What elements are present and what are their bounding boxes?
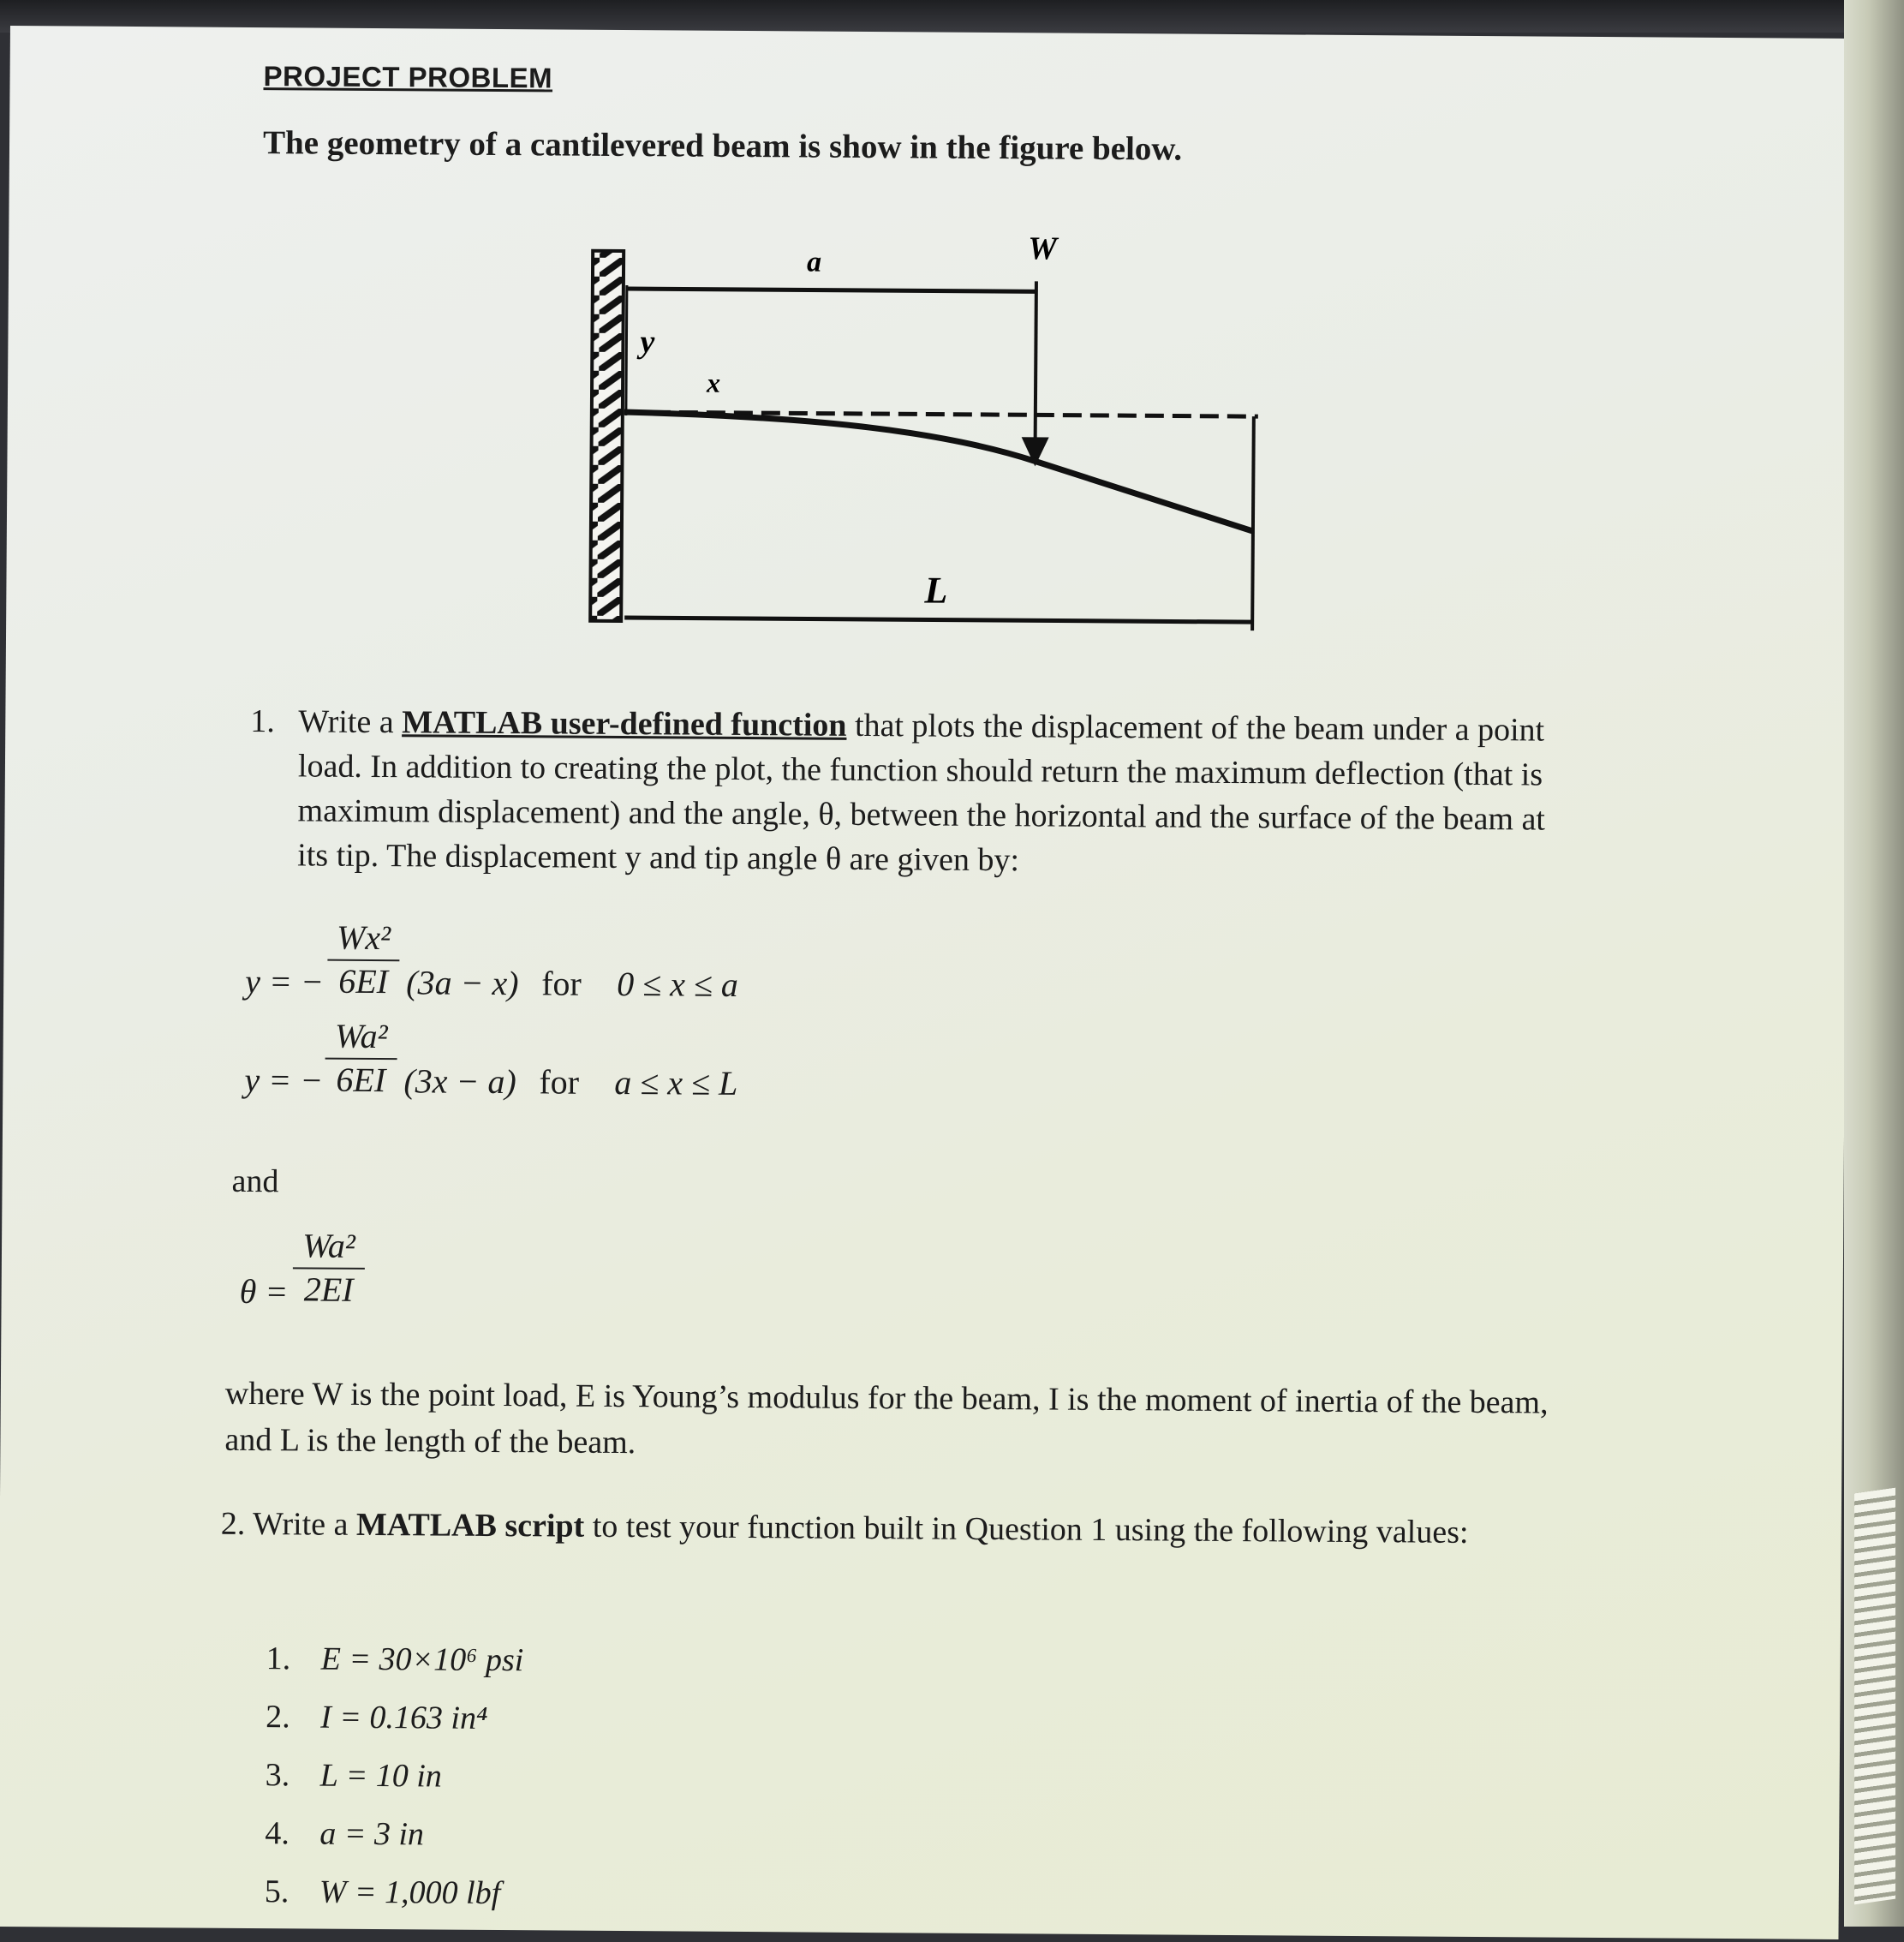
question1-number: 1. xyxy=(250,702,275,740)
eq2-denominator: 6EI xyxy=(325,1058,397,1101)
and-text: and xyxy=(231,1162,279,1200)
question1-text-end: that plots the displacement of the beam under a point load. In addition to creating the plot, the function should return the maximum deflection (that is maximum displacement) and the angle, θ, between the horizontal and the surface of the beam at its tip. The displacement y and tip angle θ are given by: xyxy=(297,707,1546,879)
eq3-lhs: θ = xyxy=(239,1271,289,1312)
cantilever-beam-figure xyxy=(571,201,1286,652)
load-arrow-line xyxy=(1035,281,1036,461)
question2-text-end: to test your function built in Question 1 using the following values: xyxy=(584,1508,1469,1551)
eq1-range: 0 ≤ x ≤ a xyxy=(617,964,739,1004)
label-a: a xyxy=(806,246,822,278)
list-item-text: a = 3 in xyxy=(319,1815,425,1853)
list-item-number: 3. xyxy=(265,1757,290,1794)
list-item-text: I = 0.163 in⁴ xyxy=(320,1699,488,1736)
list-item-number: 5. xyxy=(264,1873,289,1910)
page-heading: PROJECT PROBLEM xyxy=(263,60,553,94)
eq3-numerator: Wa² xyxy=(302,1226,356,1265)
monitor-bezel-right xyxy=(1844,0,1904,1927)
eq1-lhs: y = − xyxy=(245,961,325,1001)
label-x: x xyxy=(706,367,721,398)
list-item xyxy=(266,1698,523,1758)
intro-text: The geometry of a cantilevered beam is show in the figure below. xyxy=(262,124,1183,168)
label-l: L xyxy=(924,569,948,612)
list-item-text: W = 1,000 lbf xyxy=(319,1873,501,1912)
values-list xyxy=(264,1640,523,1933)
eq2-lhs: y = − xyxy=(244,1060,324,1100)
dimension-l-line xyxy=(624,618,1252,622)
list-item-number: 4. xyxy=(265,1815,289,1852)
label-w: W xyxy=(1028,230,1058,267)
list-item-text: E = 30×10⁶ psi xyxy=(320,1640,524,1679)
list-item xyxy=(264,1873,522,1933)
list-item-number: 1. xyxy=(266,1640,291,1677)
question2-bold: MATLAB script xyxy=(355,1506,585,1545)
y-axis-arrow xyxy=(626,285,627,415)
question2-text xyxy=(221,1501,1591,1557)
document-page xyxy=(0,26,1852,1939)
eq1-numerator: Wx² xyxy=(336,917,391,958)
eq1-factor: (3a − x) xyxy=(406,963,519,1003)
list-item xyxy=(265,1756,522,1816)
label-y: y xyxy=(640,324,655,361)
eq1-fraction xyxy=(327,917,400,1002)
deflected-beam-curve xyxy=(624,412,1254,531)
eq1-for: for xyxy=(541,964,582,1003)
list-item xyxy=(266,1640,523,1700)
question2-text-start: 2. Write a xyxy=(220,1505,357,1543)
eq2-factor: (3x − a) xyxy=(403,1061,516,1102)
fixed-wall-support xyxy=(590,251,624,621)
eq2-numerator: Wa² xyxy=(334,1016,388,1056)
where-text: where W is the point load, E is Young’s modulus for the beam, I is the moment of inertia of the beam, and L is the length of the beam. xyxy=(224,1375,1549,1461)
question1-text xyxy=(297,699,1583,886)
dimension-a-line xyxy=(627,289,1036,291)
list-item xyxy=(265,1814,522,1874)
eq2-fraction xyxy=(325,1016,397,1101)
eq3-fraction xyxy=(293,1225,366,1310)
beam-end-line xyxy=(1252,416,1254,630)
eq2-for: for xyxy=(539,1062,580,1102)
question1-text-start: Write a xyxy=(298,703,403,741)
eq3-denominator: 2EI xyxy=(293,1267,365,1310)
eq1-denominator: 6EI xyxy=(327,959,399,1002)
list-item-text: L = 10 in xyxy=(319,1757,443,1795)
question1-bold: MATLAB user-defined function xyxy=(402,704,847,744)
list-item-number: 2. xyxy=(266,1699,290,1736)
bezel-ridges xyxy=(1854,1488,1895,1905)
eq2-range: a ≤ x ≤ L xyxy=(614,1062,738,1102)
